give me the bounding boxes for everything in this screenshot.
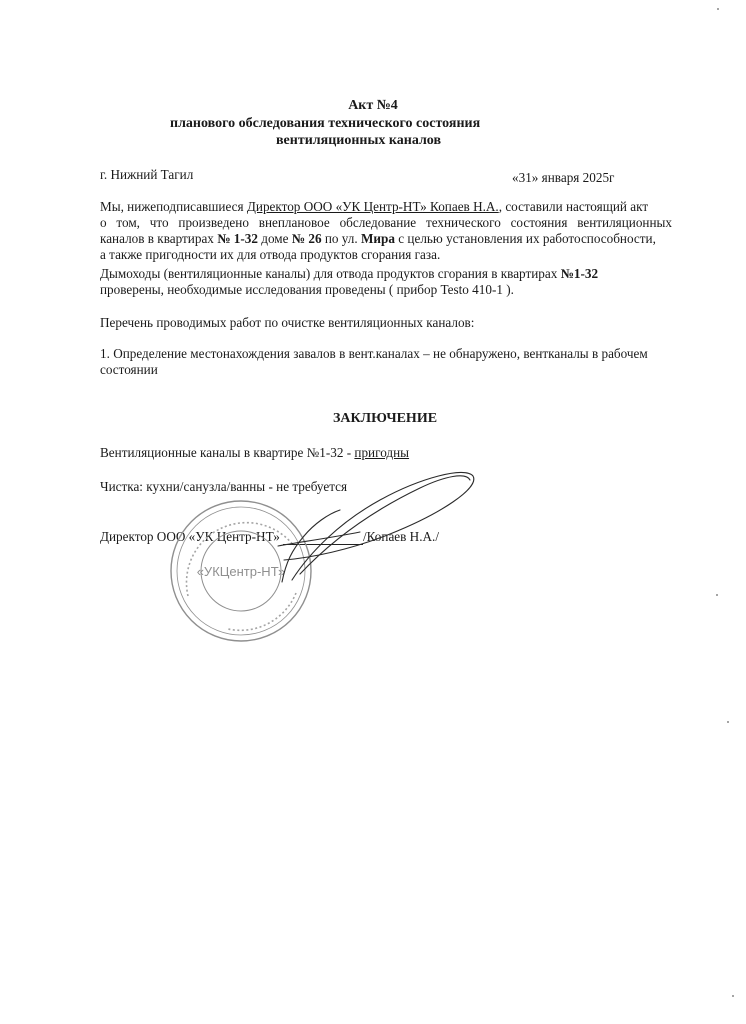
signatory: Директор ООО «УК Центр-НТ» Копаев Н.А.: [246, 199, 499, 214]
paragraph1-line1: [100, 199, 648, 215]
text: , составили настоящий акт: [498, 199, 649, 214]
house-number: № 26: [291, 231, 322, 246]
paragraph1-line4: а также пригодности их для отвода продуктов сгорания газа.: [100, 247, 441, 262]
apartments: № 1-32: [217, 231, 258, 246]
verdict: пригодны: [354, 445, 410, 460]
scan-speck: [716, 594, 718, 596]
scan-speck: [727, 721, 729, 723]
text: по ул.: [321, 231, 361, 246]
works-heading: Перечень проводимых работ по очистке вентиляционных каналов:: [100, 315, 475, 330]
text: Дымоходы (вентиляционные каналы) для отвода продуктов сгорания в квартирах: [100, 266, 561, 281]
conclusion-line2: Чистка: кухни/санузла/ванны - не требуется: [100, 479, 348, 494]
street: Мира: [360, 231, 395, 246]
paragraph2-line1: [100, 266, 598, 282]
signatory-position: Директор ООО «УК Центр-НТ»: [100, 529, 280, 544]
paragraph1-line3: [100, 231, 656, 247]
text: Мы, нижеподписавшиеся: [100, 199, 247, 214]
act-title: Акт №4: [348, 98, 398, 113]
signatory-name: /Копаев Н.А./: [363, 529, 439, 544]
signature-scribble: [270, 462, 480, 592]
conclusion-heading: ЗАКЛЮЧЕНИЕ: [333, 411, 438, 426]
paragraph1-line2: о том, что произведено внеплановое обследование технического состояния вентиляционных: [100, 215, 672, 230]
scan-speck: [732, 995, 734, 997]
city: г. Нижний Тагил: [100, 167, 194, 182]
text: Вентиляционные каналы в квартире №1-32 -: [100, 445, 355, 460]
text: доме: [257, 231, 292, 246]
act-subtitle-line2: вентиляционных каналов: [276, 133, 442, 148]
stamp-center-text: «УКЦентр-НТ»: [196, 564, 286, 579]
work-item-line1: 1. Определение местонахождения завалов в вент.каналах – не обнаружено, вентканалы в рабочем: [100, 346, 648, 361]
work-item-line2: состоянии: [100, 362, 158, 377]
scan-speck: [717, 8, 719, 10]
act-subtitle-line1: планового обследования технического состояния: [170, 116, 481, 131]
text: с целью установления их работоспособности,: [394, 231, 656, 246]
conclusion-line1: [100, 445, 409, 461]
apartments: №1-32: [560, 266, 599, 281]
text: каналов в квартирах: [100, 231, 218, 246]
act-date: «31» января 2025г: [512, 170, 615, 185]
paragraph2-line2: проверены, необходимые исследования проведены ( прибор Testo 410-1 ).: [100, 282, 514, 297]
